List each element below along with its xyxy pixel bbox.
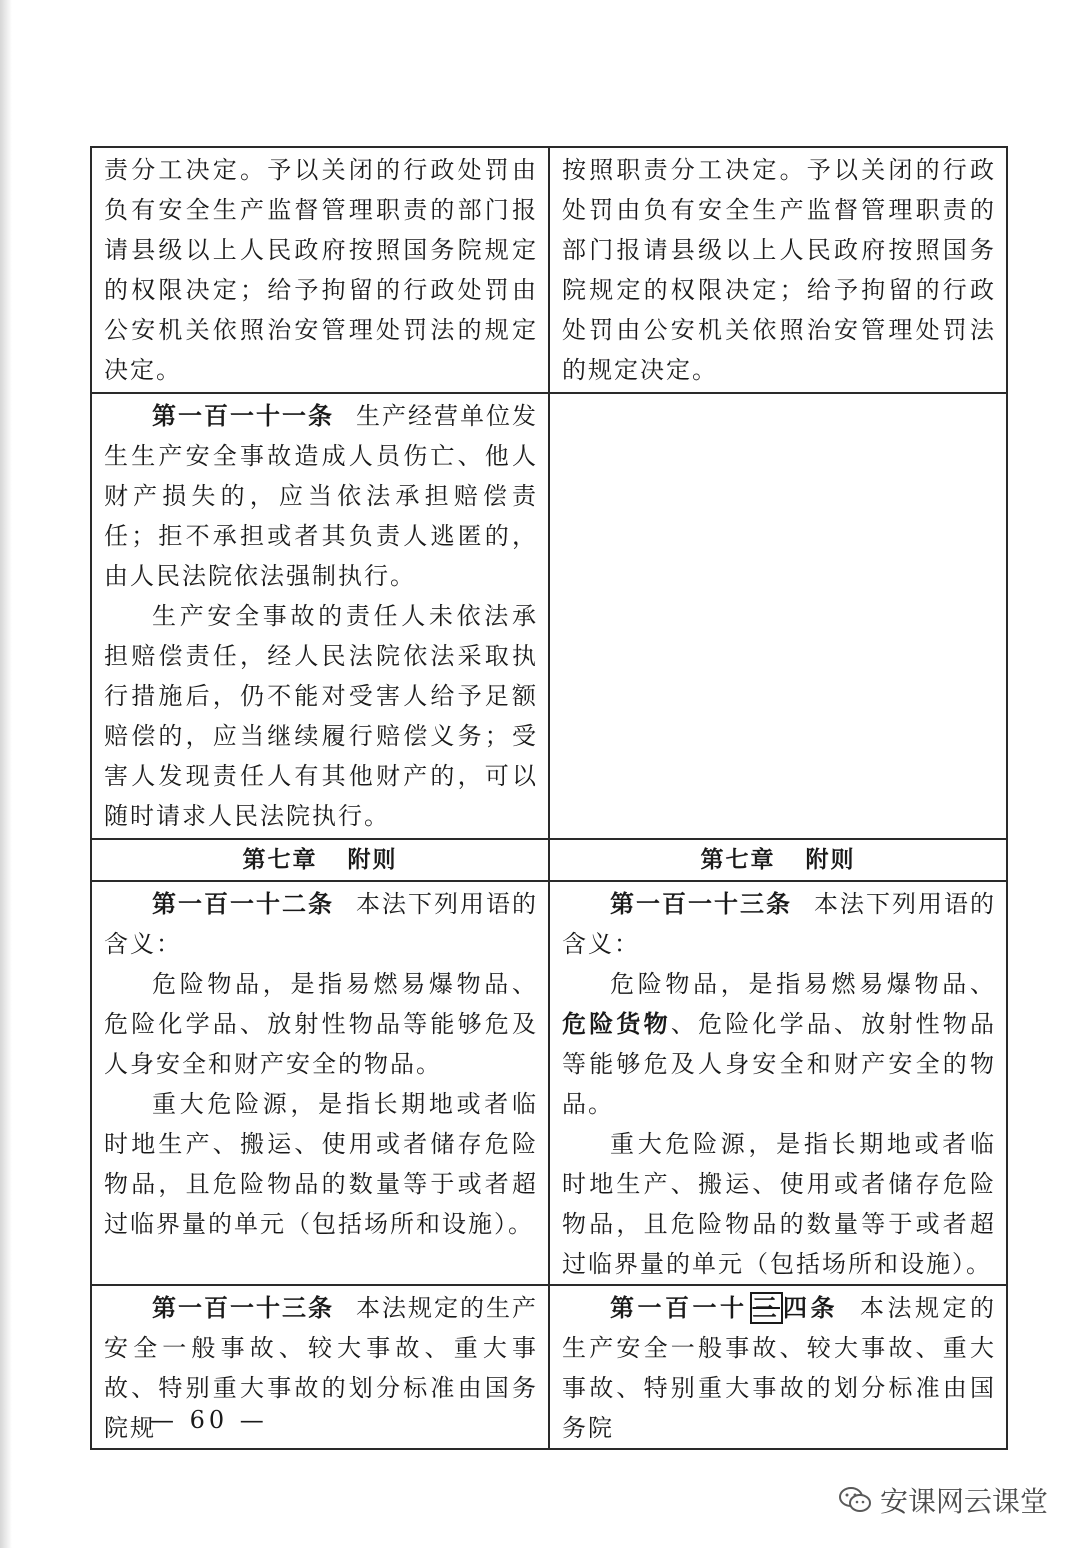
deleted-char: 三 [750,1292,784,1324]
table-row [91,393,1007,839]
watermark [838,1480,1048,1520]
article-111-paragraph-1: 第一百一十一条 生产经营单位发生生产安全事故造成人员伤亡、他人财产损失的，应当依法承担赔偿责任；拒不承担或者其负责人逃匿的，由人民法院依法强制执行。 [104,402,538,590]
right-cell-article-113: 第一百一十三条 本法下列用语的含义： 危险物品，是指易燃易爆物品、危险货物、危险化学品、放射性物品等能够危及人身安全和财产安全的物品。 重大危险源，是指长期地或者临时地生产、搬运、使用或者储存危险物品，且危险物品的数量等于或者超过临界量的单元（包括场所和设施）。 [549,881,1007,1285]
left-cell-article-113: 第一百一十三条 本法规定的生产安全一般事故、较大事故、重大事故、特别重大事故的划分标准由国务院规 [91,1285,549,1449]
watermark-text: 安课网云课堂 [879,1485,1048,1518]
article-heading: 第一百一十三条 [152,1294,334,1322]
left-chapter-heading: 第七章 附则 [91,839,549,881]
article-heading: 第一百一十二条 [152,890,334,918]
article-111-paragraph-2: 生产安全事故的责任人未依法承担赔偿责任，经人民法院依法采取执行措施后，仍不能对受害人给予足额赔偿的，应当继续履行赔偿义务；受害人发现责任人有其他财产的，可以随时请求人民法院执行。 [104,602,538,830]
article-heading: 第一百一十一条 [152,402,334,430]
right-chapter-heading: 第七章 附则 [549,839,1007,881]
article-heading: 第一百一十三条 [610,890,792,918]
table-row [91,839,1007,881]
added-text: 危险货物 [562,1010,671,1038]
page-edge-shadow [0,0,12,1548]
left-cell-article-111 [91,393,549,839]
table-row [91,147,1007,393]
article-heading: 第一百一十 [610,1294,748,1322]
wechat-icon [838,1485,872,1515]
page-number: — 60 — [150,1406,268,1434]
left-cell-article-112: 第一百一十二条 本法下列用语的含义： 危险物品，是指易燃易爆物品、危险化学品、放射性物品等能够危及人身安全和财产安全的物品。 重大危险源，是指长期地或者临时地生产、搬运、使用或者储存危险物品，且危险物品的数量等于或者超过临界量的单元（包括场所和设施）。 [91,881,549,1285]
right-cell-empty [549,393,1007,839]
right-cell-article-114: 第一百一十 三 四条 本法规定的生产安全一般事故、较大事故、重大事故、特别重大事故的划分标准由国务院 [549,1285,1007,1449]
comparison-table [90,146,1008,1450]
left-cell-penalty-continuation: 责分工决定。予以关闭的行政处罚由负有安全生产监督管理职责的部门报请县级以上人民政府按照国务院规定的权限决定；给予拘留的行政处罚由公安机关依照治安管理处罚法的规定决定。 [91,147,549,393]
table-row [91,881,1007,1285]
right-cell-penalty-continuation: 按照职责分工决定。予以关闭的行政处罚由负有安全生产监督管理职责的部门报请县级以上人民政府按照国务院规定的权限决定；给予拘留的行政处罚由公安机关依照治安管理处罚法的规定决定。 [549,147,1007,393]
